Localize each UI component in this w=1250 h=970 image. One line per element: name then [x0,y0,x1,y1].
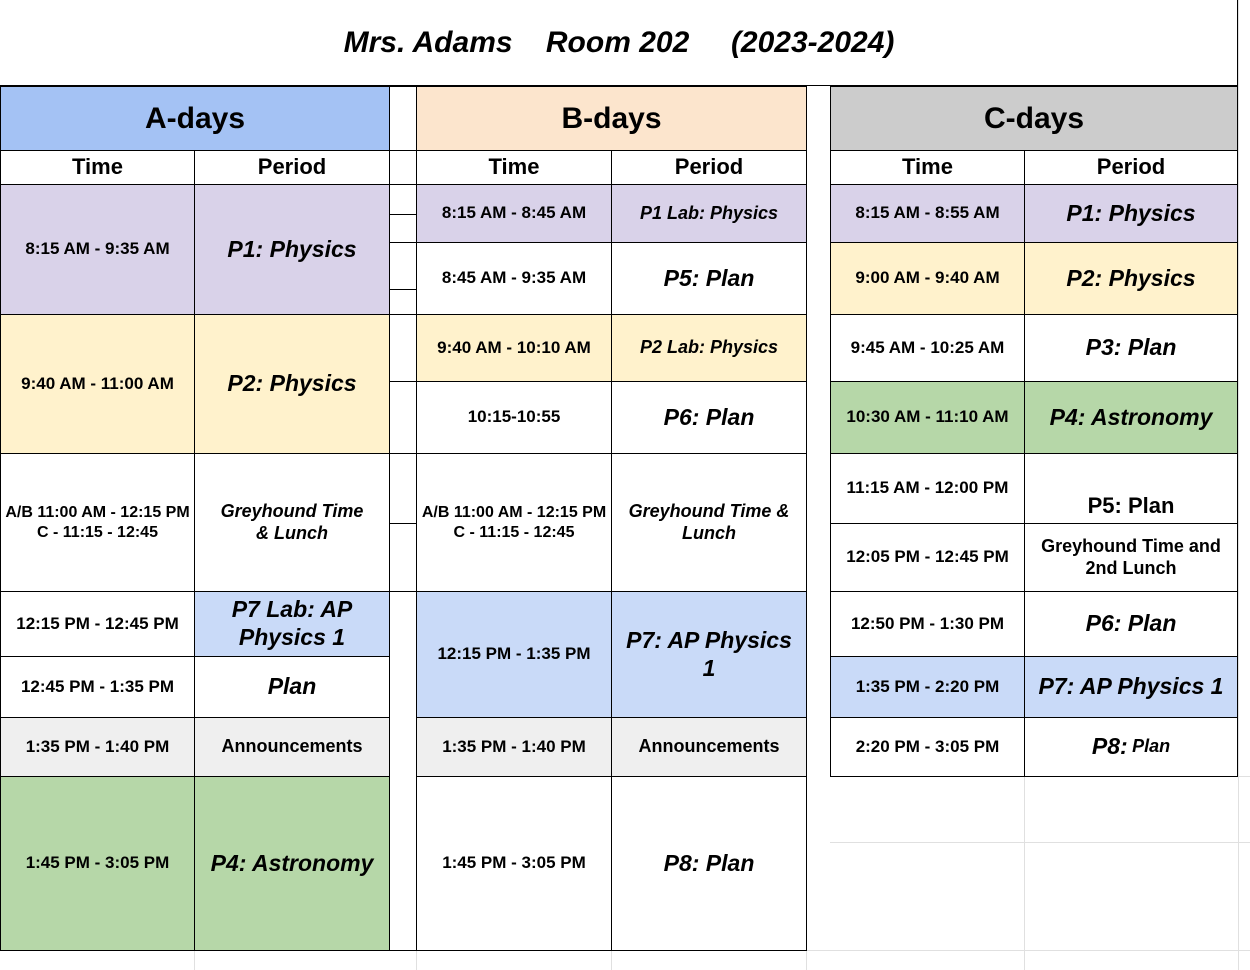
b-days-period-cell: P6: Plan [611,381,807,454]
a-days-period-header: Period [194,150,390,185]
c-days-time-cell: 1:35 PM - 2:20 PM [830,656,1025,718]
time-line: C - 11:15 - 12:45 [37,523,158,541]
gridline [830,842,1250,843]
c-days-period-header: Period [1024,150,1238,185]
a-days-period-cell: Greyhound Time & Lunch [194,453,390,592]
gridline [611,950,612,970]
b-days-period-cell: P7: AP Physics 1 [611,591,807,718]
b-days-time-header: Time [416,150,612,185]
c-days-time-cell: 12:05 PM - 12:45 PM [830,523,1025,592]
b-days-time-cell: 9:40 AM - 10:10 AM [416,314,612,382]
c-days-header: C-days [830,86,1238,151]
period-number: P8: [1091,733,1128,760]
a-days-time-cell: 12:45 PM - 1:35 PM [0,656,195,718]
spacer-cell [389,242,417,290]
spacer-cell [389,381,417,454]
gridline [1238,0,1239,970]
period-subject: Plan [1132,736,1171,757]
b-days-time-cell: 8:45 AM - 9:35 AM [416,242,612,315]
a-days-time-cell: 12:15 PM - 12:45 PM [0,591,195,657]
c-days-time-header: Time [830,150,1025,185]
c-days-period-cell: Greyhound Time and 2nd Lunch [1024,523,1238,592]
b-days-time-cell: 1:45 PM - 3:05 PM [416,776,612,951]
spacer-cell [389,591,417,951]
spacer-cell [389,214,417,243]
b-days-period-cell: Greyhound Time & Lunch [611,453,807,592]
c-days-period-cell: P4: Astronomy [1024,381,1238,454]
spacer-cell [389,453,417,524]
b-days-time-cell: 12:15 PM - 1:35 PM [416,591,612,718]
c-days-time-cell: 11:15 AM - 12:00 PM [830,453,1025,524]
time-line: A/B 11:00 AM - 12:15 PM [5,504,190,522]
a-days-header: A-days [0,86,390,151]
a-days-period-cell: Plan [194,656,390,718]
c-days-time-cell: 9:00 AM - 9:40 AM [830,242,1025,315]
gridline [830,950,1250,951]
time-line: A/B 11:00 AM - 12:15 PM [421,504,607,522]
spacer-cell [389,523,417,592]
a-days-time-cell: 1:45 PM - 3:05 PM [0,776,195,951]
b-days-period-cell: P5: Plan [611,242,807,315]
c-days-period-cell [1024,717,1238,777]
spacer-cell [389,184,417,215]
b-days-time-cell: 10:15-10:55 [416,381,612,454]
a-days-period-cell: Announcements [194,717,390,777]
b-days-time-cell: 8:15 AM - 8:45 AM [416,184,612,243]
c-days-time-cell: 12:50 PM - 1:30 PM [830,591,1025,657]
b-days-period-cell: P1 Lab: Physics [611,184,807,243]
a-days-time-cell: 8:15 AM - 9:35 AM [0,184,195,315]
c-days-time-cell: 9:45 AM - 10:25 AM [830,314,1025,382]
c-days-period-cell: P1: Physics [1024,184,1238,243]
b-days-period-cell: P2 Lab: Physics [611,314,807,382]
a-days-period-cell: P2: Physics [194,314,390,454]
gridline [416,950,417,970]
b-days-time-cell [416,453,612,592]
time-line: C - 11:15 - 12:45 [453,523,575,541]
b-days-period-header: Period [611,150,807,185]
c-days-period-cell: P6: Plan [1024,591,1238,657]
c-days-period-cell: P7: AP Physics 1 [1024,656,1238,718]
a-days-time-cell: 9:40 AM - 11:00 AM [0,314,195,454]
c-days-period-cell: P2: Physics [1024,242,1238,315]
spacer-cell [389,150,417,185]
b-days-period-cell: Announcements [611,717,807,777]
spacer-cell [389,314,417,382]
b-days-time-cell: 1:35 PM - 1:40 PM [416,717,612,777]
a-days-time-cell [0,453,195,592]
b-days-period-cell: P8: Plan [611,776,807,951]
c-days-time-cell: 8:15 AM - 8:55 AM [830,184,1025,243]
gridline [194,950,195,970]
a-days-time-header: Time [0,150,195,185]
a-days-period-cell: P7 Lab: AP Physics 1 [194,591,390,657]
a-days-time-cell: 1:35 PM - 1:40 PM [0,717,195,777]
c-days-time-cell: 10:30 AM - 11:10 AM [830,381,1025,454]
a-days-period-cell: P4: Astronomy [194,776,390,951]
spacer-cell [389,86,417,151]
c-days-period-cell: P5: Plan [1024,453,1238,524]
gridline [1024,776,1025,970]
a-days-period-cell: P1: Physics [194,184,390,315]
c-days-time-cell: 2:20 PM - 3:05 PM [830,717,1025,777]
b-days-header: B-days [416,86,807,151]
spacer-cell [389,289,417,315]
page-title: Mrs. Adams Room 202 (2023-2024) [343,26,895,59]
c-days-period-cell: P3: Plan [1024,314,1238,382]
title-right-border [1237,0,1238,86]
